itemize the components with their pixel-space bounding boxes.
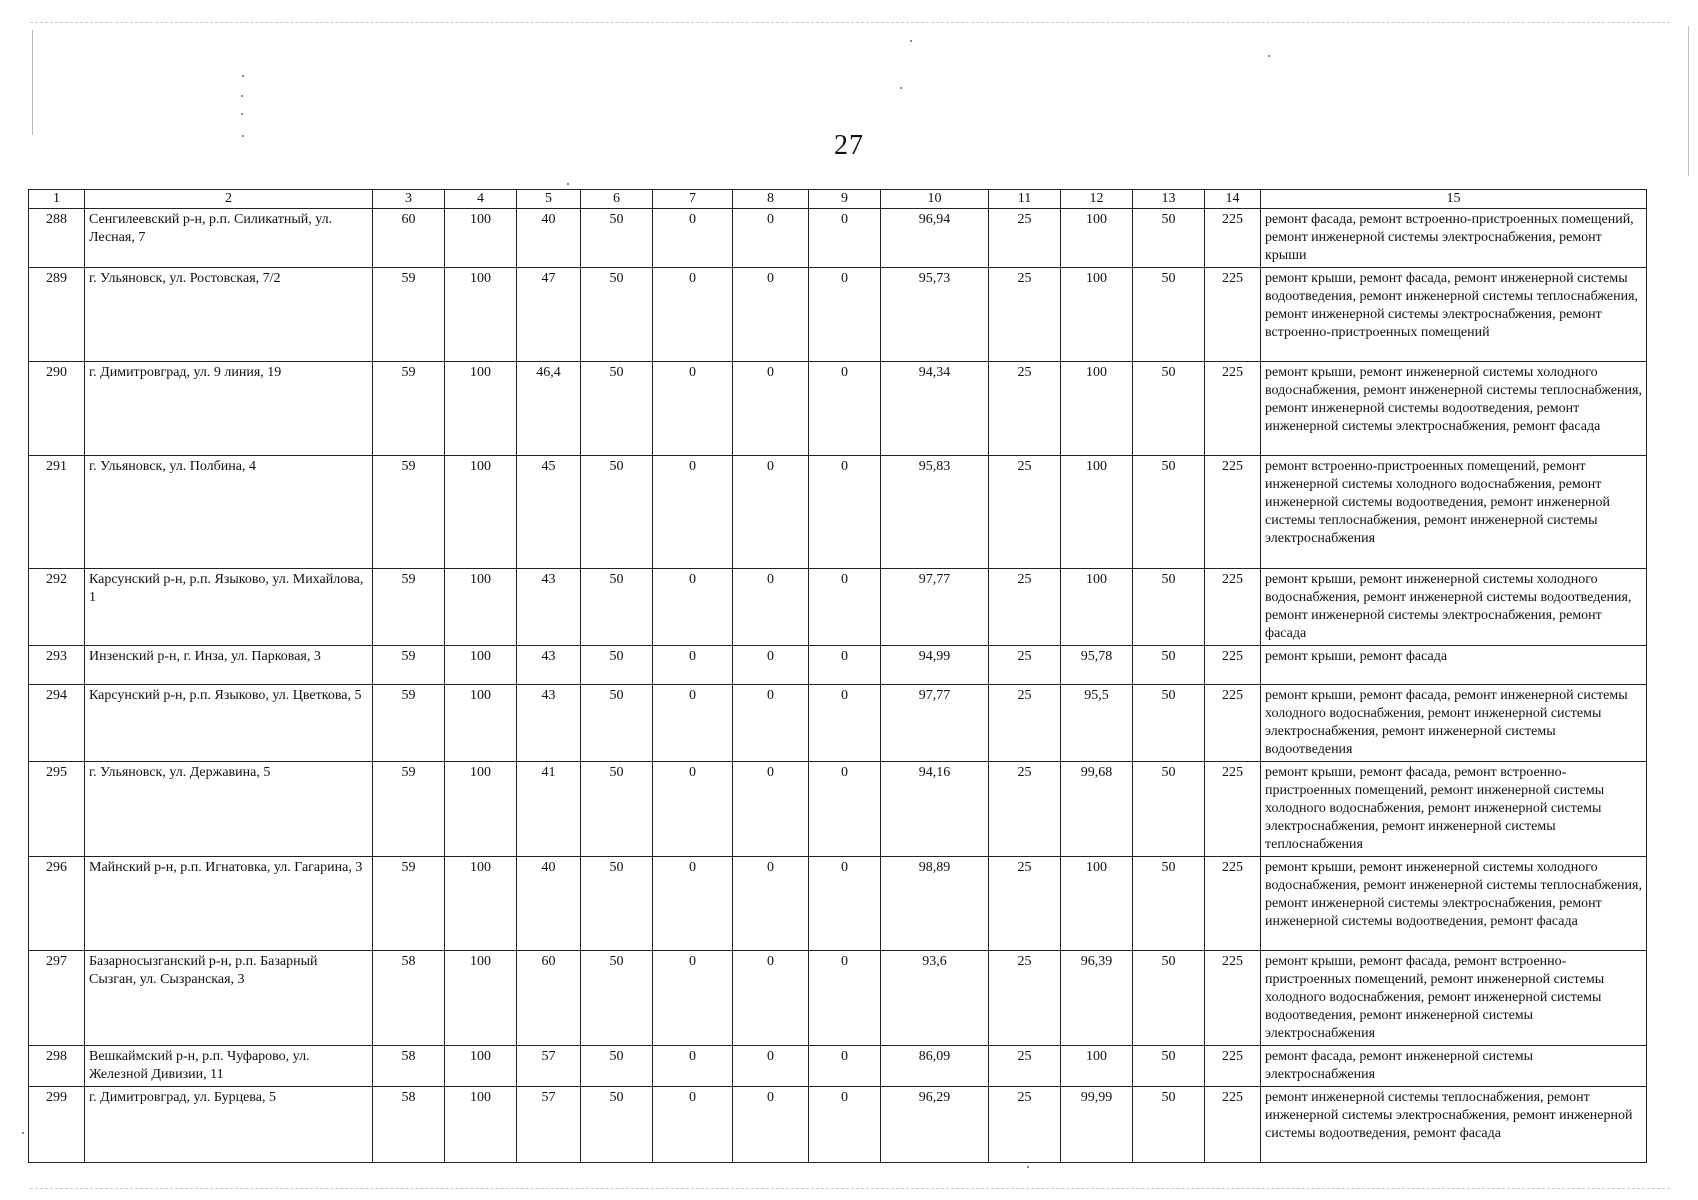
value-cell: 86,09 — [881, 1046, 989, 1087]
value-cell: 0 — [809, 1087, 881, 1163]
value-cell: 50 — [581, 951, 653, 1046]
value-cell: 25 — [989, 456, 1061, 569]
value-cell: 100 — [445, 362, 517, 456]
value-cell: 25 — [989, 646, 1061, 685]
value-cell: 59 — [373, 569, 445, 646]
value-cell: 0 — [733, 1087, 809, 1163]
value-cell: 0 — [733, 857, 809, 951]
value-cell: 96,39 — [1061, 951, 1133, 1046]
value-cell: 0 — [733, 1046, 809, 1087]
value-cell: 225 — [1205, 762, 1261, 857]
value-cell: 47 — [517, 268, 581, 362]
value-cell: 99,99 — [1061, 1087, 1133, 1163]
row-number: 297 — [29, 951, 85, 1046]
works-cell: ремонт крыши, ремонт инженерной системы холодного водоснабжения, ремонт инженерной системы водоотведения, ремонт инженерной системы электроснабжения, ремонт фасада — [1261, 569, 1647, 646]
value-cell: 58 — [373, 1087, 445, 1163]
scan-speck — [1268, 55, 1270, 57]
address-cell: Базарносызганский р-н, р.п. Базарный Сызган, ул. Сызранская, 3 — [85, 951, 373, 1046]
table-row — [29, 1087, 1647, 1163]
row-number: 292 — [29, 569, 85, 646]
works-cell: ремонт крыши, ремонт инженерной системы холодного водоснабжения, ремонт инженерной системы теплоснабжения, ремонт инженерной системы электроснабжения, ремонт инженерной системы водоотведения, ремонт фасада — [1261, 857, 1647, 951]
address-cell: г. Ульяновск, ул. Державина, 5 — [85, 762, 373, 857]
column-header: 10 — [881, 190, 989, 209]
scan-speck — [567, 183, 569, 185]
value-cell: 100 — [445, 209, 517, 268]
value-cell: 0 — [733, 209, 809, 268]
table-row — [29, 268, 1647, 362]
scan-speck — [241, 113, 243, 115]
value-cell: 50 — [1133, 456, 1205, 569]
value-cell: 225 — [1205, 951, 1261, 1046]
works-cell: ремонт фасада, ремонт инженерной системы электроснабжения — [1261, 1046, 1647, 1087]
column-header: 1 — [29, 190, 85, 209]
value-cell: 225 — [1205, 209, 1261, 268]
value-cell: 97,77 — [881, 685, 989, 762]
value-cell: 0 — [653, 1087, 733, 1163]
column-header: 15 — [1261, 190, 1647, 209]
value-cell: 59 — [373, 646, 445, 685]
value-cell: 50 — [1133, 857, 1205, 951]
value-cell: 25 — [989, 1046, 1061, 1087]
address-cell: Карсунский р-н, р.п. Языково, ул. Михайлова, 1 — [85, 569, 373, 646]
value-cell: 0 — [809, 857, 881, 951]
value-cell: 100 — [445, 268, 517, 362]
value-cell: 0 — [809, 685, 881, 762]
row-number: 291 — [29, 456, 85, 569]
column-header: 6 — [581, 190, 653, 209]
works-cell: ремонт крыши, ремонт фасада, ремонт встроенно-пристроенных помещений, ремонт инженерной системы холодного водоснабжения, ремонт инженерной системы водоотведения, ремонт инженерной системы электроснабжения — [1261, 951, 1647, 1046]
value-cell: 225 — [1205, 685, 1261, 762]
works-cell: ремонт крыши, ремонт инженерной системы холодного водоснабжения, ремонт инженерной системы теплоснабжения, ремонт инженерной системы водоотведения, ремонт инженерной системы электроснабжения, ремонт фасада — [1261, 362, 1647, 456]
value-cell: 100 — [1061, 362, 1133, 456]
value-cell: 25 — [989, 209, 1061, 268]
value-cell: 100 — [1061, 209, 1133, 268]
row-number: 299 — [29, 1087, 85, 1163]
address-cell: г. Димитровград, ул. Бурцева, 5 — [85, 1087, 373, 1163]
value-cell: 25 — [989, 569, 1061, 646]
value-cell: 25 — [989, 268, 1061, 362]
value-cell: 225 — [1205, 1087, 1261, 1163]
value-cell: 0 — [653, 857, 733, 951]
table-row — [29, 362, 1647, 456]
value-cell: 60 — [517, 951, 581, 1046]
scan-speck — [1027, 1166, 1029, 1168]
value-cell: 50 — [581, 857, 653, 951]
value-cell: 0 — [733, 762, 809, 857]
works-cell: ремонт крыши, ремонт фасада, ремонт инженерной системы водоотведения, ремонт инженерной системы теплоснабжения, ремонт инженерной системы электроснабжения, ремонт встроенно-пристроенных помещений — [1261, 268, 1647, 362]
column-header: 9 — [809, 190, 881, 209]
value-cell: 225 — [1205, 569, 1261, 646]
page-number: 27 — [834, 130, 864, 161]
value-cell: 50 — [1133, 569, 1205, 646]
value-cell: 225 — [1205, 1046, 1261, 1087]
value-cell: 0 — [809, 1046, 881, 1087]
value-cell: 25 — [989, 951, 1061, 1046]
value-cell: 225 — [1205, 646, 1261, 685]
value-cell: 0 — [809, 456, 881, 569]
value-cell: 0 — [809, 646, 881, 685]
value-cell: 40 — [517, 857, 581, 951]
table-row — [29, 456, 1647, 569]
value-cell: 95,78 — [1061, 646, 1133, 685]
value-cell: 0 — [733, 268, 809, 362]
address-cell: г. Димитровград, ул. 9 линия, 19 — [85, 362, 373, 456]
value-cell: 0 — [809, 209, 881, 268]
value-cell: 59 — [373, 685, 445, 762]
column-header: 3 — [373, 190, 445, 209]
works-cell: ремонт встроенно-пристроенных помещений, ремонт инженерной системы холодного водоснабжения, ремонт инженерной системы водоотведения, ремонт инженерной системы теплоснабжения, ремонт инженерной системы электроснабжения — [1261, 456, 1647, 569]
value-cell: 58 — [373, 1046, 445, 1087]
address-cell: г. Ульяновск, ул. Полбина, 4 — [85, 456, 373, 569]
value-cell: 50 — [1133, 1046, 1205, 1087]
scan-speck — [241, 95, 243, 97]
value-cell: 58 — [373, 951, 445, 1046]
address-cell: Вешкаймский р-н, р.п. Чуфарово, ул. Железной Дивизии, 11 — [85, 1046, 373, 1087]
value-cell: 50 — [581, 646, 653, 685]
column-header: 12 — [1061, 190, 1133, 209]
table-row — [29, 646, 1647, 685]
row-number: 296 — [29, 857, 85, 951]
works-cell: ремонт крыши, ремонт фасада, ремонт инженерной системы холодного водоснабжения, ремонт инженерной системы электроснабжения, ремонт инженерной системы водоотведения — [1261, 685, 1647, 762]
scan-speck — [910, 40, 912, 42]
value-cell: 225 — [1205, 456, 1261, 569]
address-cell: Майнский р-н, р.п. Игнатовка, ул. Гагарина, 3 — [85, 857, 373, 951]
table-row — [29, 209, 1647, 268]
value-cell: 50 — [581, 362, 653, 456]
value-cell: 99,68 — [1061, 762, 1133, 857]
address-cell: Инзенский р-н, г. Инза, ул. Парковая, 3 — [85, 646, 373, 685]
value-cell: 25 — [989, 362, 1061, 456]
value-cell: 59 — [373, 268, 445, 362]
address-cell: Карсунский р-н, р.п. Языково, ул. Цветкова, 5 — [85, 685, 373, 762]
value-cell: 46,4 — [517, 362, 581, 456]
value-cell: 43 — [517, 685, 581, 762]
value-cell: 100 — [1061, 268, 1133, 362]
value-cell: 45 — [517, 456, 581, 569]
value-cell: 0 — [733, 569, 809, 646]
value-cell: 0 — [653, 209, 733, 268]
value-cell: 50 — [581, 209, 653, 268]
table-row — [29, 569, 1647, 646]
value-cell: 59 — [373, 456, 445, 569]
value-cell: 100 — [445, 1046, 517, 1087]
row-number: 294 — [29, 685, 85, 762]
value-cell: 0 — [809, 268, 881, 362]
works-cell: ремонт крыши, ремонт фасада, ремонт встроенно-пристроенных помещений, ремонт инженерной системы холодного водоснабжения, ремонт инженерной системы электроснабжения, ремонт инженерной системы теплоснабжения — [1261, 762, 1647, 857]
value-cell: 0 — [653, 362, 733, 456]
value-cell: 50 — [581, 569, 653, 646]
value-cell: 50 — [581, 762, 653, 857]
value-cell: 96,29 — [881, 1087, 989, 1163]
row-number: 295 — [29, 762, 85, 857]
value-cell: 100 — [445, 456, 517, 569]
value-cell: 95,73 — [881, 268, 989, 362]
value-cell: 59 — [373, 362, 445, 456]
value-cell: 95,5 — [1061, 685, 1133, 762]
column-header: 7 — [653, 190, 733, 209]
row-number: 290 — [29, 362, 85, 456]
table-row — [29, 685, 1647, 762]
value-cell: 50 — [581, 1087, 653, 1163]
value-cell: 0 — [653, 268, 733, 362]
value-cell: 98,89 — [881, 857, 989, 951]
value-cell: 100 — [445, 569, 517, 646]
row-number: 288 — [29, 209, 85, 268]
value-cell: 50 — [581, 456, 653, 569]
value-cell: 50 — [1133, 646, 1205, 685]
value-cell: 94,34 — [881, 362, 989, 456]
works-cell: ремонт крыши, ремонт фасада — [1261, 646, 1647, 685]
table-row — [29, 857, 1647, 951]
table-row — [29, 1046, 1647, 1087]
header-row — [29, 190, 1647, 209]
value-cell: 0 — [653, 569, 733, 646]
value-cell: 50 — [1133, 685, 1205, 762]
value-cell: 50 — [581, 685, 653, 762]
value-cell: 25 — [989, 1087, 1061, 1163]
value-cell: 0 — [653, 456, 733, 569]
value-cell: 40 — [517, 209, 581, 268]
value-cell: 100 — [1061, 857, 1133, 951]
value-cell: 57 — [517, 1046, 581, 1087]
value-cell: 0 — [653, 685, 733, 762]
row-number: 289 — [29, 268, 85, 362]
value-cell: 0 — [653, 1046, 733, 1087]
value-cell: 0 — [809, 762, 881, 857]
value-cell: 100 — [445, 762, 517, 857]
value-cell: 100 — [445, 685, 517, 762]
value-cell: 59 — [373, 762, 445, 857]
address-cell: Сенгилеевский р-н, р.п. Силикатный, ул. Лесная, 7 — [85, 209, 373, 268]
value-cell: 0 — [653, 951, 733, 1046]
value-cell: 96,94 — [881, 209, 989, 268]
value-cell: 94,16 — [881, 762, 989, 857]
value-cell: 97,77 — [881, 569, 989, 646]
value-cell: 50 — [1133, 268, 1205, 362]
value-cell: 0 — [809, 362, 881, 456]
value-cell: 0 — [653, 762, 733, 857]
scan-edge-bottom — [30, 1188, 1670, 1189]
value-cell: 43 — [517, 569, 581, 646]
value-cell: 50 — [581, 268, 653, 362]
value-cell: 100 — [445, 857, 517, 951]
value-cell: 93,6 — [881, 951, 989, 1046]
value-cell: 50 — [1133, 362, 1205, 456]
value-cell: 43 — [517, 646, 581, 685]
works-cell: ремонт фасада, ремонт встроенно-пристроенных помещений, ремонт инженерной системы электроснабжения, ремонт крыши — [1261, 209, 1647, 268]
value-cell: 0 — [733, 456, 809, 569]
table-row — [29, 762, 1647, 857]
scan-speck — [900, 87, 902, 89]
address-cell: г. Ульяновск, ул. Ростовская, 7/2 — [85, 268, 373, 362]
value-cell: 57 — [517, 1087, 581, 1163]
column-header: 5 — [517, 190, 581, 209]
value-cell: 0 — [733, 685, 809, 762]
column-header: 13 — [1133, 190, 1205, 209]
column-header: 14 — [1205, 190, 1261, 209]
value-cell: 0 — [733, 951, 809, 1046]
row-number: 293 — [29, 646, 85, 685]
value-cell: 50 — [1133, 1087, 1205, 1163]
value-cell: 41 — [517, 762, 581, 857]
value-cell: 50 — [1133, 951, 1205, 1046]
column-header: 4 — [445, 190, 517, 209]
value-cell: 100 — [1061, 569, 1133, 646]
value-cell: 0 — [733, 646, 809, 685]
scan-speck — [22, 1132, 24, 1134]
scan-edge-left — [32, 30, 33, 135]
value-cell: 0 — [809, 951, 881, 1046]
value-cell: 100 — [445, 646, 517, 685]
value-cell: 94,99 — [881, 646, 989, 685]
scan-speck — [242, 75, 244, 77]
value-cell: 25 — [989, 762, 1061, 857]
row-number: 298 — [29, 1046, 85, 1087]
works-cell: ремонт инженерной системы теплоснабжения, ремонт инженерной системы электроснабжения, ремонт инженерной системы водоотведения, ремонт фасада — [1261, 1087, 1647, 1163]
value-cell: 225 — [1205, 362, 1261, 456]
value-cell: 225 — [1205, 268, 1261, 362]
value-cell: 60 — [373, 209, 445, 268]
value-cell: 59 — [373, 857, 445, 951]
value-cell: 25 — [989, 685, 1061, 762]
value-cell: 50 — [1133, 762, 1205, 857]
value-cell: 0 — [809, 569, 881, 646]
value-cell: 225 — [1205, 857, 1261, 951]
value-cell: 0 — [653, 646, 733, 685]
scan-edge-top — [30, 22, 1670, 23]
value-cell: 50 — [581, 1046, 653, 1087]
column-header: 8 — [733, 190, 809, 209]
table-row — [29, 951, 1647, 1046]
column-header: 2 — [85, 190, 373, 209]
value-cell: 100 — [445, 951, 517, 1046]
value-cell: 95,83 — [881, 456, 989, 569]
column-header: 11 — [989, 190, 1061, 209]
data-table — [28, 189, 1647, 1163]
value-cell: 0 — [733, 362, 809, 456]
value-cell: 100 — [445, 1087, 517, 1163]
value-cell: 25 — [989, 857, 1061, 951]
value-cell: 50 — [1133, 209, 1205, 268]
value-cell: 100 — [1061, 1046, 1133, 1087]
value-cell: 100 — [1061, 456, 1133, 569]
